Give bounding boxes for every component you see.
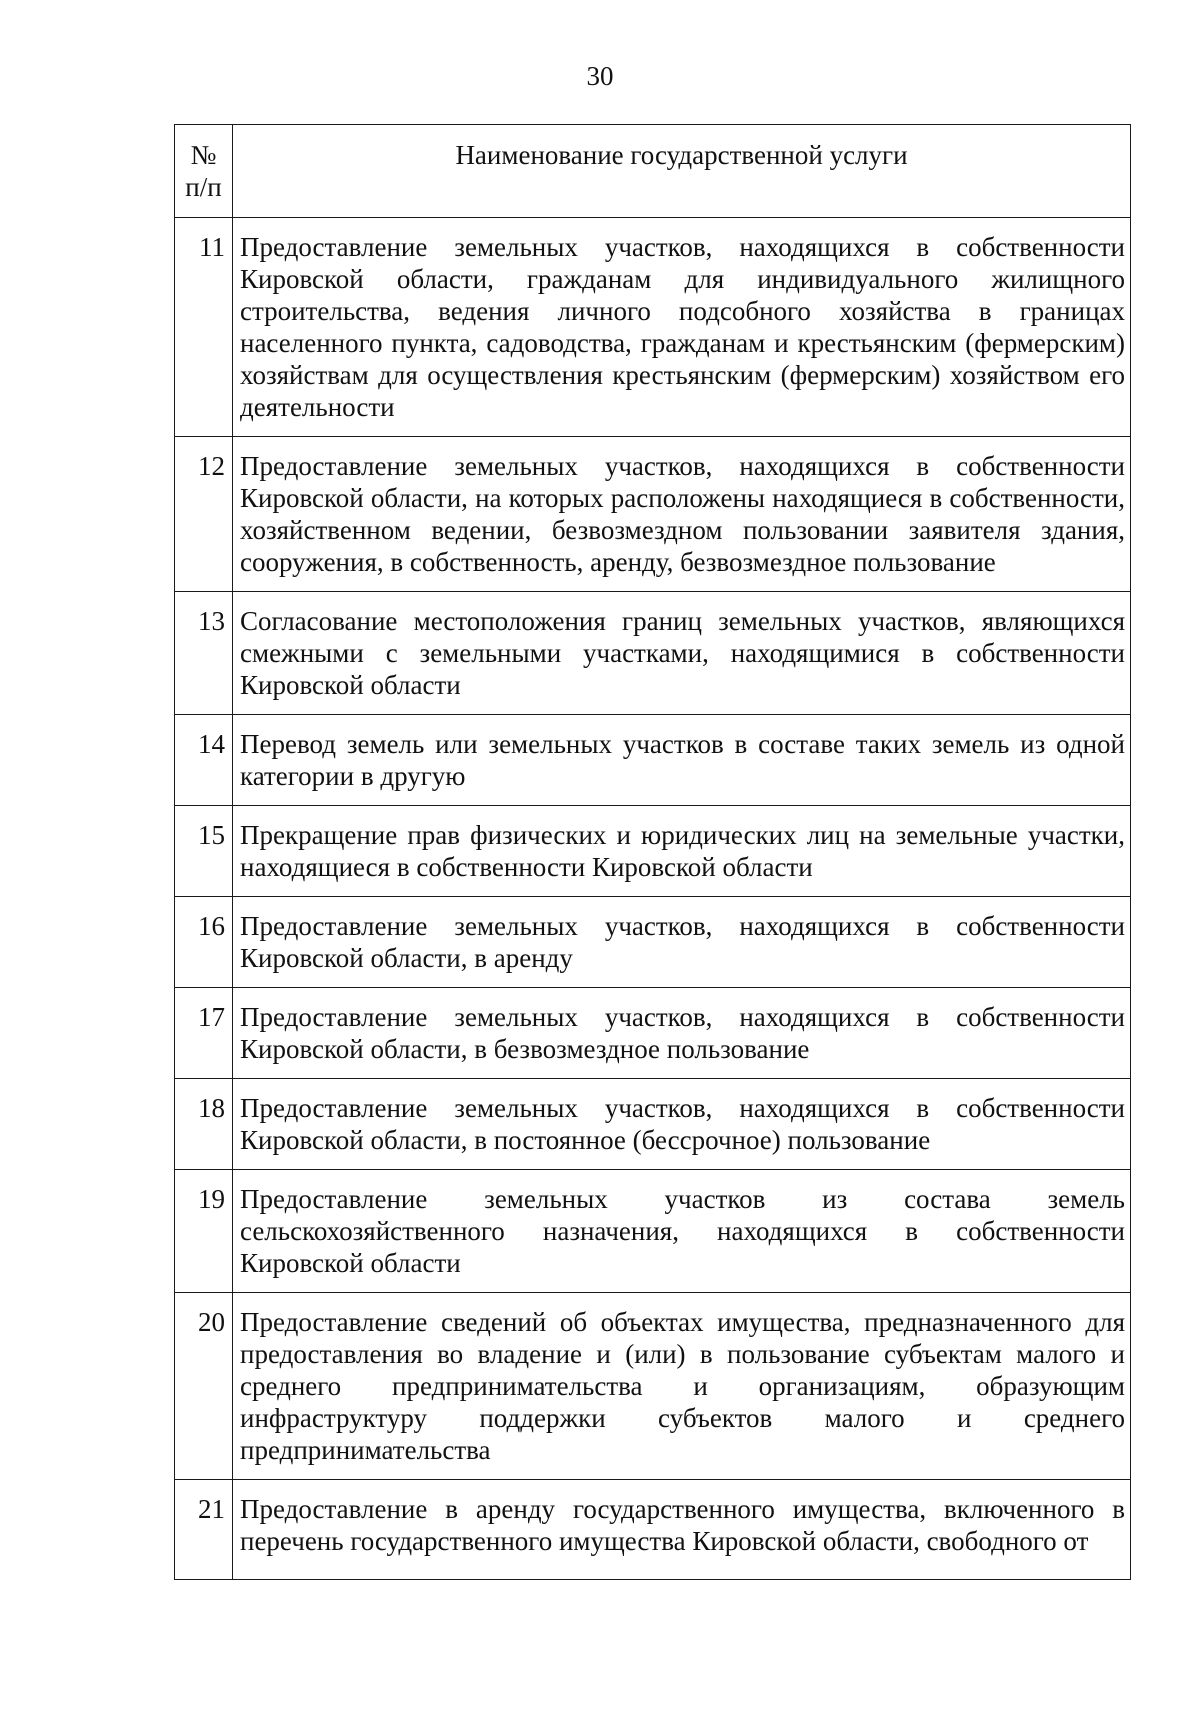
table-row bbox=[175, 715, 1131, 806]
column-header-service-name: Наименование государственной услуги bbox=[233, 125, 1131, 218]
page-number: 30 bbox=[586, 61, 614, 91]
row-number: 13 bbox=[175, 592, 233, 715]
service-name: Предоставление земельных участков, находящихся в собственности Кировской области, в постоянное (бессрочное) пользование bbox=[233, 1079, 1131, 1170]
row-number: 16 bbox=[175, 897, 233, 988]
row-number: 14 bbox=[175, 715, 233, 806]
column-header-number-line1: № bbox=[190, 140, 217, 170]
row-number: 18 bbox=[175, 1079, 233, 1170]
service-name: Перевод земель или земельных участков в составе таких земель из одной категории в другую bbox=[233, 715, 1131, 806]
table-row bbox=[175, 218, 1131, 437]
service-name: Предоставление в аренду государственного имущества, включенного в перечень государственного имущества Кировской области, свободного от bbox=[233, 1480, 1131, 1580]
row-number: 20 bbox=[175, 1293, 233, 1480]
table-row bbox=[175, 806, 1131, 897]
service-name: Предоставление земельных участков, находящихся в собственности Кировской области, гражданам для индивидуального жилищного строительства, ведения личного подсобного хозяйства в границах населенного пункта, садоводства, гражданам и крестьянским (фермерским) хозяйствам для осуществления крестьянским (фермерским) хозяйством его деятельности bbox=[233, 218, 1131, 437]
service-name: Согласование местоположения границ земельных участков, являющихся смежными с земельными участками, находящимися в собственности Кировской области bbox=[233, 592, 1131, 715]
table-row bbox=[175, 1480, 1131, 1580]
row-number: 17 bbox=[175, 988, 233, 1079]
row-number: 19 bbox=[175, 1170, 233, 1293]
service-name: Прекращение прав физических и юридических лиц на земельные участки, находящиеся в собственности Кировской области bbox=[233, 806, 1131, 897]
service-name: Предоставление сведений об объектах имущества, предназначенного для предоставления во владение и (или) в пользование субъектам малого и среднего предпринимательства и организациям, образующим инфраструктуру поддержки субъектов малого и среднего предпринимательства bbox=[233, 1293, 1131, 1480]
services-table bbox=[174, 124, 1131, 1580]
column-header-number bbox=[175, 125, 233, 218]
table-row bbox=[175, 1170, 1131, 1293]
service-name: Предоставление земельных участков, находящихся в собственности Кировской области, в безвозмездное пользование bbox=[233, 988, 1131, 1079]
table-row bbox=[175, 437, 1131, 592]
table-row bbox=[175, 592, 1131, 715]
service-name: Предоставление земельных участков из состава земель сельскохозяйственного назначения, находящихся в собственности Кировской области bbox=[233, 1170, 1131, 1293]
table-row bbox=[175, 1079, 1131, 1170]
row-number: 21 bbox=[175, 1480, 233, 1580]
table-row bbox=[175, 988, 1131, 1079]
column-header-number-line2: п/п bbox=[185, 172, 222, 202]
table-header-row bbox=[175, 125, 1131, 218]
service-name: Предоставление земельных участков, находящихся в собственности Кировской области, в аренду bbox=[233, 897, 1131, 988]
row-number: 15 bbox=[175, 806, 233, 897]
table-row bbox=[175, 1293, 1131, 1480]
service-name: Предоставление земельных участков, находящихся в собственности Кировской области, на которых расположены находящиеся в собственности, хозяйственном ведении, безвозмездном пользовании заявителя здания, сооружения, в собственность, аренду, безвозмездное пользование bbox=[233, 437, 1131, 592]
row-number: 12 bbox=[175, 437, 233, 592]
table-row bbox=[175, 897, 1131, 988]
row-number: 11 bbox=[175, 218, 233, 437]
